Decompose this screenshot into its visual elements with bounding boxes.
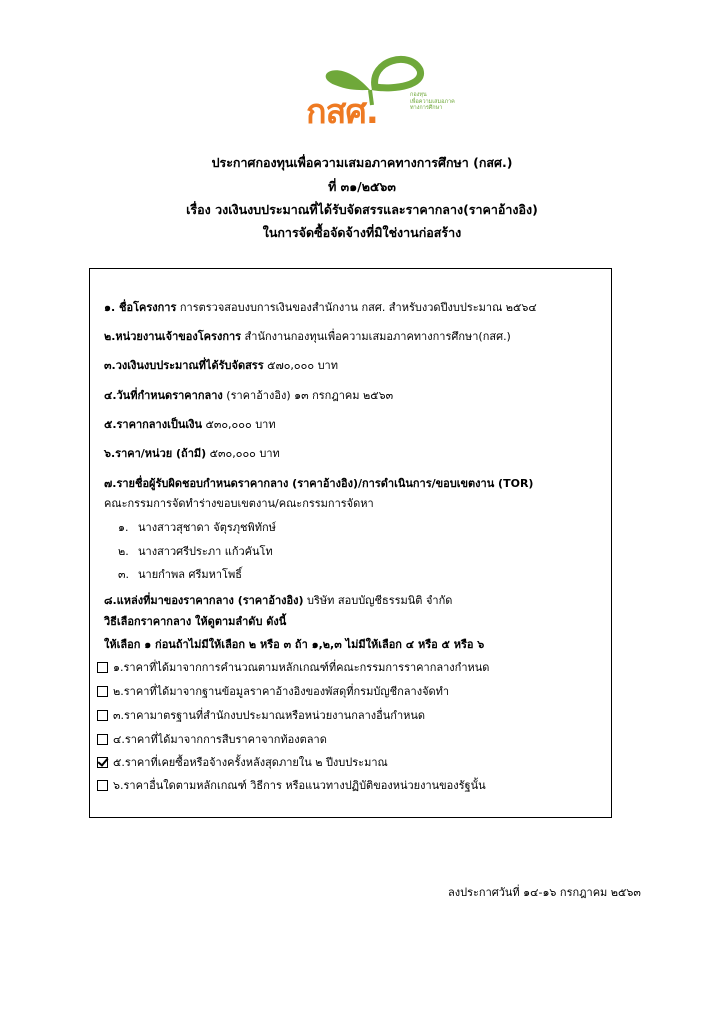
option-checkbox-checked[interactable] xyxy=(97,757,108,768)
project-name-label: ๑. ชื่อโครงการ xyxy=(104,301,177,314)
median-price-row xyxy=(104,415,276,433)
project-name-value: การตรวจสอบงบการเงินของสำนักงาน กสศ. สำหรับงวดปีงบประมาณ ๒๕๖๔ xyxy=(176,301,537,314)
option-checkbox[interactable] xyxy=(97,734,108,745)
committee-member-name: นางสาวสุชาดา จัตุรภุชพิทักษ์ xyxy=(138,521,276,534)
unit-price-label: ๖.ราคา/หน่วย (ถ้ามี) xyxy=(104,447,207,460)
price-option xyxy=(97,753,388,771)
committee-member xyxy=(118,518,276,536)
responsible-persons-label: ๗.รายชื่อผู้รับผิดชอบกำหนดราคากลาง (ราคาอ้างอิง)/การดำเนินการ/ขอบเขตงาน (TOR) xyxy=(104,477,534,490)
option-label: ๑.ราคาที่ได้มาจากการคำนวณตามหลักเกณฑ์ที่คณะกรรมการราคากลางกำหนด xyxy=(113,661,490,674)
logo-subtitle-line: กองทุน xyxy=(410,92,427,98)
responsible-persons-heading xyxy=(104,474,533,492)
committee-member-name: นางสาวศรีประภา แก้วคันโท xyxy=(138,545,273,558)
announcement-number: ที่ ๓๑/๒๕๖๓ xyxy=(328,179,396,194)
method-rule xyxy=(104,635,484,653)
committee-member-number: ๓. xyxy=(118,568,130,581)
option-checkbox[interactable] xyxy=(97,710,108,721)
price-source-value: บริษัท สอบบัญชีธรรมนิติ จำกัด xyxy=(303,594,453,607)
project-name-row xyxy=(104,298,537,316)
logo-subtitle-line: ทางการศึกษา xyxy=(410,105,443,111)
method-title-text: วิธีเลือกราคากลาง ให้ดูตามลำดับ ดังนี้ xyxy=(104,615,287,628)
option-label: ๖.ราคาอื่นใดตามหลักเกณฑ์ วิธีการ หรือแนวทางปฏิบัติของหน่วยงานของรัฐนั้น xyxy=(113,779,486,792)
method-title xyxy=(104,612,286,630)
price-source-row xyxy=(104,591,452,609)
committee-member xyxy=(118,542,273,560)
median-price-label: ๕.ราคากลางเป็นเงิน xyxy=(104,418,202,431)
owner-agency-value: สำนักงานกองทุนเพื่อความเสมอภาคทางการศึกษา(กสศ.) xyxy=(241,330,511,343)
method-rule-text: ให้เลือก ๑ ก่อนถ้าไม่มีให้เลือก ๒ หรือ ๓ ถ้า ๑,๒,๓ ไม่มีให้เลือก ๔ หรือ ๕ หรือ ๖ xyxy=(104,638,485,651)
announcement-title: ประกาศกองทุนเพื่อความเสมอภาคทางการศึกษา (กสศ.) xyxy=(211,155,513,170)
owner-agency-label: ๒.หน่วยงานเจ้าของโครงการ xyxy=(104,330,242,343)
committee-member xyxy=(118,565,242,583)
committee-member-number: ๒. xyxy=(118,545,129,558)
logo-subtitle xyxy=(410,92,480,112)
unit-price-value: ๕๓๐,๐๐๐ บาท xyxy=(206,447,280,460)
reference-date-label: ๔.วันที่กำหนดราคากลาง xyxy=(104,389,223,402)
publication-date: ลงประกาศวันที่ ๑๔-๑๖ กรกฎาคม ๒๕๖๓ xyxy=(448,886,641,899)
option-checkbox[interactable] xyxy=(97,780,108,791)
announcement-subject: เรื่อง วงเงินงบประมาณที่ได้รับจัดสรรและราคากลาง(ราคาอ้างอิง) xyxy=(186,202,538,217)
option-label: ๕.ราคาที่เคยซื้อหรือจ้างครั้งหลังสุดภายใน ๒ ปีงบประมาณ xyxy=(113,756,388,769)
option-label: ๔.ราคาที่ได้มาจากการสืบราคาจากท้องตลาด xyxy=(113,733,327,746)
logo-subtitle-line: เพื่อความเสมอภาค xyxy=(410,98,455,105)
option-label: ๒.ราคาที่ได้มาจากฐานข้อมูลราคาอ้างอิงของพัสดุที่กรมบัญชีกลางจัดทำ xyxy=(113,685,450,698)
budget-value: ๕๗๐,๐๐๐ บาท xyxy=(263,359,338,372)
option-checkbox[interactable] xyxy=(97,686,108,697)
price-option xyxy=(97,776,486,794)
committee-description: คณะกรรมการจัดทำร่างขอบเขตงาน/คณะกรรมการจัดหา xyxy=(104,497,374,510)
price-option xyxy=(97,682,449,700)
price-option xyxy=(97,658,489,676)
budget-label: ๓.วงเงินงบประมาณที่ได้รับจัดสรร xyxy=(104,359,264,372)
committee-member-name: นายกำพล ศรีมหาโพธิ์ xyxy=(138,568,242,581)
announcement-subject-cont: ในการจัดซื้อจัดจ้างที่มิใช่งานก่อสร้าง xyxy=(262,225,462,240)
reference-date-row xyxy=(104,386,393,404)
budget-row xyxy=(104,356,338,374)
option-checkbox[interactable] xyxy=(97,662,108,673)
price-source-label: ๘.แหล่งที่มาของราคากลาง (ราคาอ้างอิง) xyxy=(104,594,304,607)
unit-price-row xyxy=(104,444,280,462)
logo-abbreviation: กสศ. xyxy=(306,92,378,132)
committee-member-number: ๑. xyxy=(118,521,129,534)
option-label: ๓.ราคามาตรฐานที่สำนักงบประมาณหรือหน่วยงานกลางอื่นกำหนด xyxy=(113,709,426,722)
reference-date-value: (ราคาอ้างอิง) ๑๓ กรกฎาคม ๒๕๖๓ xyxy=(222,389,394,402)
median-price-value: ๕๓๐,๐๐๐ บาท xyxy=(202,418,276,431)
price-option xyxy=(97,706,425,724)
owner-agency-row xyxy=(104,327,511,345)
price-option xyxy=(97,730,327,748)
